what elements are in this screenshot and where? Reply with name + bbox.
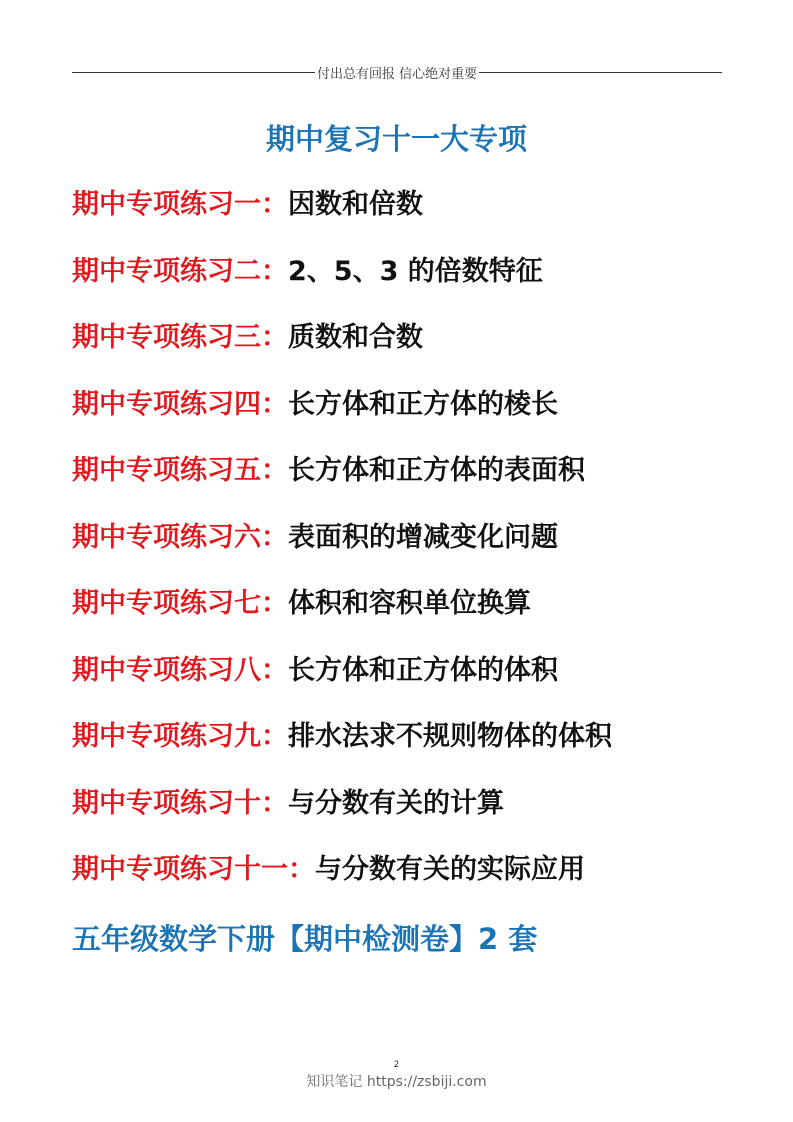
list-item bbox=[72, 321, 423, 355]
item-topic: 质数和合数 bbox=[288, 322, 423, 353]
item-prefix: 期中专项练习十一： bbox=[72, 854, 315, 885]
item-topic: 长方体和正方体的体积 bbox=[288, 655, 558, 686]
list-item bbox=[72, 853, 585, 887]
item-topic: 排水法求不规则物体的体积 bbox=[288, 721, 612, 752]
list-item bbox=[72, 787, 504, 821]
item-topic: 与分数有关的实际应用 bbox=[315, 854, 585, 885]
item-prefix: 期中专项练习一： bbox=[72, 189, 288, 220]
item-prefix: 期中专项练习六： bbox=[72, 522, 288, 553]
list-item bbox=[72, 654, 558, 688]
list-item bbox=[72, 521, 558, 555]
item-topic: 与分数有关的计算 bbox=[288, 788, 504, 819]
item-prefix: 期中专项练习九： bbox=[72, 721, 288, 752]
test-paper-heading: 五年级数学下册【期中检测卷】2 套 bbox=[72, 922, 538, 956]
header-rule-left bbox=[72, 72, 315, 73]
item-topic: 长方体和正方体的棱长 bbox=[288, 389, 558, 420]
page-title: 期中复习十一大专项 bbox=[265, 122, 527, 156]
item-prefix: 期中专项练习十： bbox=[72, 788, 288, 819]
footer-watermark: 知识笔记 https://zsbiji.com bbox=[306, 1074, 487, 1090]
item-prefix: 期中专项练习三： bbox=[72, 322, 288, 353]
page-number: 2 bbox=[393, 1060, 400, 1070]
item-topic: 因数和倍数 bbox=[288, 189, 423, 220]
item-prefix: 期中专项练习二： bbox=[72, 256, 288, 287]
list-item bbox=[72, 255, 543, 289]
list-item bbox=[72, 188, 423, 222]
list-item bbox=[72, 454, 585, 488]
item-prefix: 期中专项练习八： bbox=[72, 655, 288, 686]
item-topic: 长方体和正方体的表面积 bbox=[288, 455, 585, 486]
page-header bbox=[72, 62, 722, 82]
item-prefix: 期中专项练习五： bbox=[72, 455, 288, 486]
header-motto: 付出总有回报 信心绝对重要 bbox=[316, 66, 478, 82]
header-rule-right bbox=[479, 72, 722, 73]
list-item bbox=[72, 720, 612, 754]
item-topic: 2、5、3 的倍数特征 bbox=[288, 256, 543, 287]
item-prefix: 期中专项练习四： bbox=[72, 389, 288, 420]
item-topic: 体积和容积单位换算 bbox=[288, 588, 531, 619]
item-topic: 表面积的增减变化问题 bbox=[288, 522, 558, 553]
list-item bbox=[72, 587, 531, 621]
item-prefix: 期中专项练习七： bbox=[72, 588, 288, 619]
list-item bbox=[72, 388, 558, 422]
